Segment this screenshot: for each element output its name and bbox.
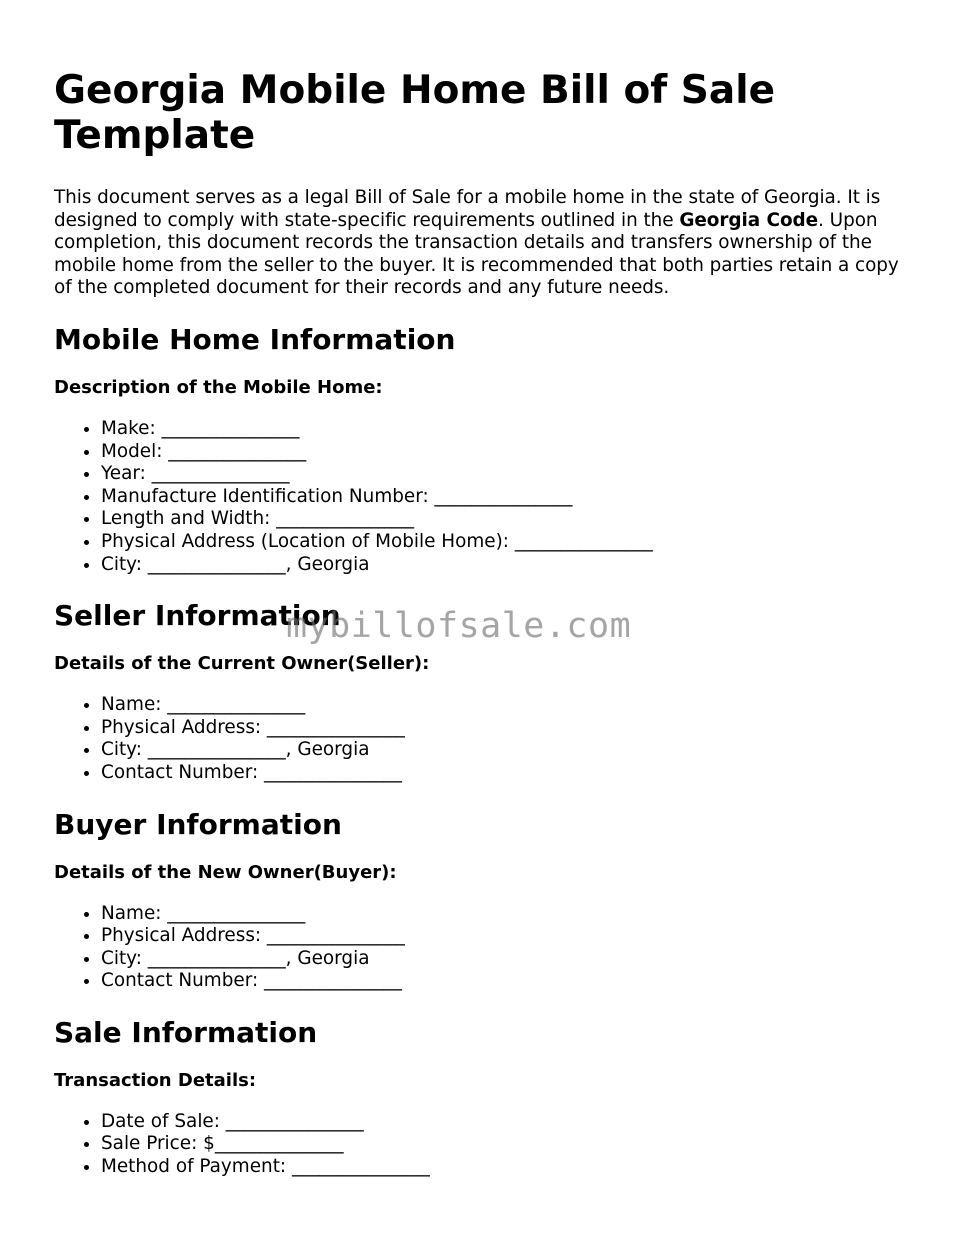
list-item-make: • Make: _______________ xyxy=(101,418,916,441)
subheading-seller: Details of the Current Owner(Seller): xyxy=(54,653,430,675)
document-page xyxy=(54,68,916,1202)
list-item-buyer-address: • Physical Address: _______________ xyxy=(101,925,916,948)
intro-bold-term: Georgia Code xyxy=(679,209,819,231)
mobile-home-fields-list xyxy=(54,418,916,576)
intro-text-end: . Upon completion, this document records the transaction details and transfers ownership of the mobile home from the seller to the buyer. It is recommended that both parties retain a copy of the completed document for their records and any future needs. xyxy=(54,209,899,299)
section-heading-sale: Sale Information xyxy=(54,1015,318,1049)
intro-text-start: This document serves as a legal Bill of Sale for a mobile home in the state of Georgia. It is designed to comply with state-specific requirements outlined in the xyxy=(54,187,881,231)
list-item-seller-contact: • Contact Number: _______________ xyxy=(101,762,916,785)
list-item-seller-address: • Physical Address: _______________ xyxy=(101,717,916,740)
list-item-seller-name: • Name: _______________ xyxy=(101,694,916,717)
list-item-model: • Model: _______________ xyxy=(101,441,916,464)
sale-fields-list xyxy=(54,1111,916,1179)
list-item-buyer-city: • City: _______________, Georgia xyxy=(101,948,916,971)
list-item-year: • Year: _______________ xyxy=(101,463,916,486)
list-item-seller-city: • City: _______________, Georgia xyxy=(101,739,916,762)
list-item-buyer-contact: • Contact Number: _______________ xyxy=(101,970,916,993)
page-title: Georgia Mobile Home Bill of Sale Template xyxy=(54,68,776,158)
watermark: mybillofsale.com xyxy=(286,606,632,646)
list-item-manufacture-id: • Manufacture Identification Number: _______________ xyxy=(101,486,916,509)
list-item-sale-price: • Sale Price: $______________ xyxy=(101,1133,916,1156)
list-item-length-width: • Length and Width: _______________ xyxy=(101,508,916,531)
list-item-date-of-sale: • Date of Sale: _______________ xyxy=(101,1111,916,1134)
subheading-sale: Transaction Details: xyxy=(54,1069,257,1091)
list-item-buyer-name: • Name: _______________ xyxy=(101,903,916,926)
subheading-mobile-home: Description of the Mobile Home: xyxy=(54,376,383,398)
list-item-physical-address: • Physical Address (Location of Mobile Home): _______________ xyxy=(101,531,916,554)
section-heading-mobile-home: Mobile Home Information xyxy=(54,322,456,356)
subheading-buyer: Details of the New Owner(Buyer): xyxy=(54,861,397,883)
seller-fields-list xyxy=(54,694,916,784)
buyer-fields-list xyxy=(54,903,916,993)
section-heading-seller: Seller Information xyxy=(54,599,341,633)
section-heading-buyer: Buyer Information xyxy=(54,807,342,841)
list-item-city: • City: _______________, Georgia xyxy=(101,554,916,577)
intro-paragraph xyxy=(54,187,916,300)
list-item-payment-method: • Method of Payment: _______________ xyxy=(101,1156,916,1179)
